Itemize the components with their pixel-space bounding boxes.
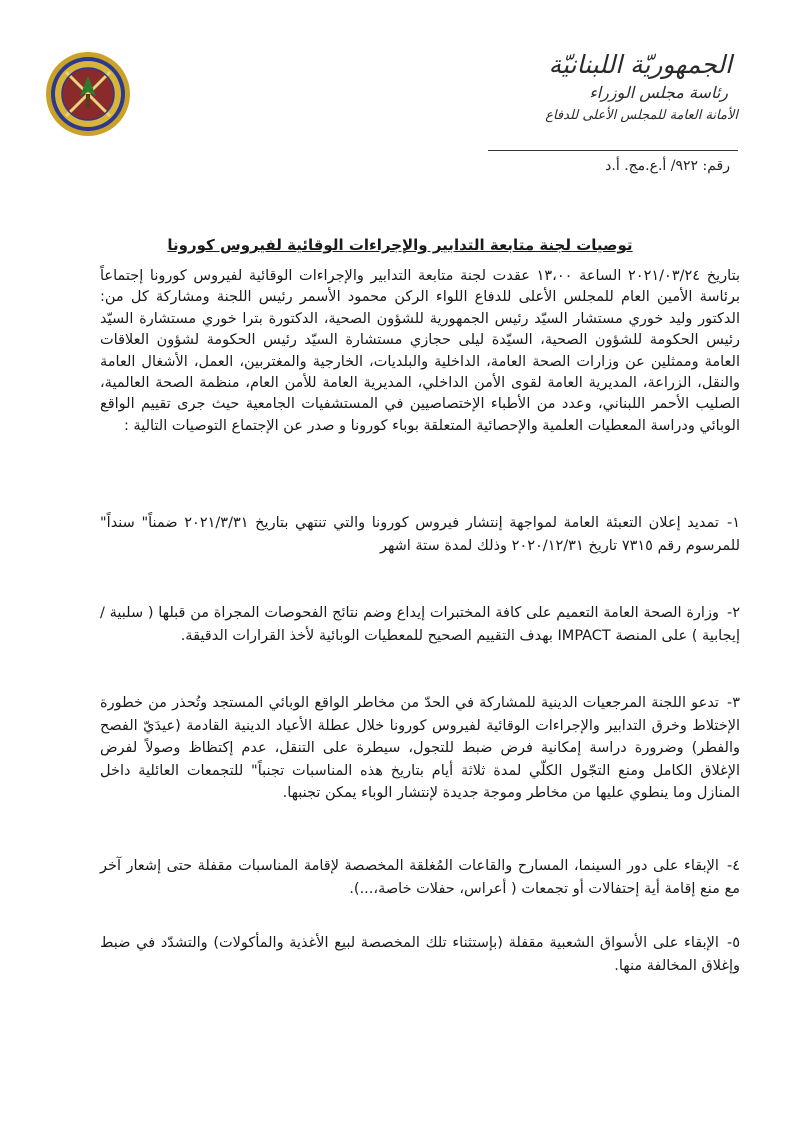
letterhead-country: الجمهوريّة اللبنانيّة bbox=[548, 50, 732, 79]
item-text: تمديد إعلان التعبئة العامة لمواجهة إنتشار فيروس كورونا والتي تنتهي بتاريخ ٢٠٢١/٣/٣١ ضمناً" سنداً" للمرسوم رقم ٧٣١٥ تاريخ ٢٠٢٠/١٢/٣١ وذلك لمدة ستة اشهر bbox=[100, 515, 740, 554]
recommendation-item bbox=[100, 512, 740, 557]
recommendation-item bbox=[100, 932, 740, 977]
intro-paragraph: بتاريخ ٢٠٢١/٠٣/٢٤ الساعة ١٣،٠٠ عقدت لجنة متابعة التدابير والإجراءات الوقائية لفيروس كورونا إجتماعاً برئاسة الأمين العام للمجلس الأعلى للدفاع اللواء الركن محمود الأسمر رئيس اللجنة ومشاركة كل من: الدكتور وليد خوري مستشار السيّد رئيس الجمهورية للشؤون الصحية، الدكتورة بترا خوري مستشارة السيّد رئيس الحكومة للشؤون الصحية، السيّدة ليلى حجازي مستشارة السيّد رئيس الحكومة لشؤون العلاقات العامة وممثلين عن وزارات الصحة العامة، الداخلية والبلديات، الخارجية والمغتربين، العمل، الأشغال العامة والنقل، الزراعة، المديرية العامة لقوى الأمن الداخلي، المديرية العامة للأمن العام، منظمة الصحة العالمية، الصليب الأحمر اللبناني، وعدد من الأطباء الإختصاصيين في المستشفيات الجامعية حيث جرى تقييم الواقع الوبائي ودراسة المعطيات العلمية والإحصائية المتعلقة بوباء كورونا و صدر عن الإجتماع التوصيات التالية : bbox=[100, 268, 740, 434]
item-text: وزارة الصحة العامة التعميم على كافة المختبرات إيداع وضم نتائج الفحوصات المجراة من قبلها ( سلبية / إيجابية ) على المنصة IMPACT بهدف التقييم الصحيح للمعطيات الوبائية لأخذ القرارات الدقيقة. bbox=[100, 605, 740, 644]
item-number: ٢- bbox=[726, 605, 740, 621]
reference-number: رقم: ٩٢٢/ أ.ع.مج. أ.د bbox=[605, 158, 730, 174]
item-number: ١- bbox=[726, 515, 740, 531]
item-number: ٤- bbox=[726, 858, 740, 874]
letterhead-divider bbox=[488, 150, 738, 151]
letterhead bbox=[478, 50, 738, 174]
recommendation-item bbox=[100, 602, 740, 647]
item-text: تدعو اللجنة المرجعيات الدينية للمشاركة في الحدّ من مخاطر الواقع الوبائي المستجد وتُحذر من خطورة الإختلاط وخرق التدابير والإجراءات الوقائية لفيروس كورونا خلال عطلة الأعياد الدينية القادمة (عيدَيّ الفصح والفطر) وضرورة دراسة إمكانية فرض ضبط للتجول، سيطرة على التنقل، عدم إكتظاظ وصولاً لفرض الإغلاق الكامل ومنع التجّول الكلّي لمدة ثلاثة أيام بتاريخ هذه المناسبات تجنباً" للتجمعات العائلية داخل المنازل وما ينطوي عليها من مخاطر وموجة جديدة لإنتشار الوباء يمكن تجنبها. bbox=[100, 695, 740, 801]
recommendation-item bbox=[100, 692, 740, 805]
document-title: توصيات لجنة متابعة التدابير والإجراءات الوقائية لفيروس كورونا bbox=[167, 236, 633, 254]
item-text: الإبقاء على دور السينما، المسارح والقاعات المُغلقة المخصصة لإقامة المناسبات مقفلة حتى إشعار آخر مع منع إقامة أية إحتفالات أو تجمعات ( أعراس، حفلات خاصة،...). bbox=[100, 858, 740, 897]
item-number: ٥- bbox=[726, 935, 740, 951]
item-text: الإبقاء على الأسواق الشعبية مقفلة (بإستثناء تلك المخصصة لبيع الأغذية والمأكولات) والتشدّد في ضبط وإغلاق المخالفة منها. bbox=[100, 935, 740, 974]
letterhead-secretariat: الأمانة العامة للمجلس الأعلى للدفاع bbox=[545, 108, 738, 123]
recommendation-item bbox=[100, 855, 740, 900]
letterhead-presidency: رئاسة مجلس الوزراء bbox=[589, 83, 728, 102]
council-seal-icon bbox=[44, 50, 132, 138]
item-number: ٣- bbox=[726, 695, 740, 711]
